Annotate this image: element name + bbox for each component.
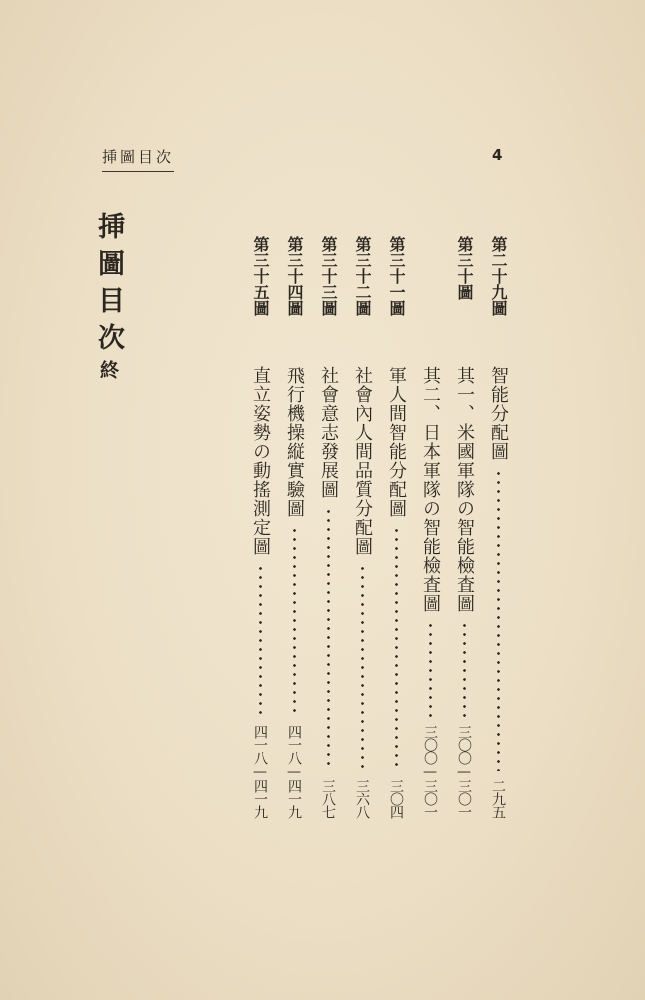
figure-entry <box>314 236 342 818</box>
figure-entry-line <box>382 236 410 818</box>
figure-entry-line <box>416 236 444 818</box>
figure-page-ref: 三八七 <box>320 779 336 818</box>
dot-leader <box>395 526 398 771</box>
figure-page-ref: 四一八—四一九 <box>252 725 268 818</box>
dot-leader <box>463 621 466 717</box>
figure-entry-line <box>280 236 308 818</box>
figure-entry-line <box>246 236 274 818</box>
figure-entry-line <box>314 236 342 818</box>
figure-number: 第三十圖 <box>455 236 474 300</box>
figure-list <box>246 236 512 818</box>
figure-title: 軍人間智能分配圖 <box>386 366 407 518</box>
section-title-text: 挿圖目次 <box>93 212 124 360</box>
dot-leader <box>497 469 500 771</box>
figure-entry-line <box>348 236 376 818</box>
figure-page-ref: 三〇〇—三〇一 <box>422 725 438 818</box>
figure-title: 其二、日本軍隊の智能檢査圖 <box>420 366 441 613</box>
figure-title: 社會意志發展圖 <box>318 366 339 499</box>
running-head: 挿圖目次 <box>102 146 174 172</box>
figure-number: 第三十五圖 <box>251 236 270 316</box>
figure-entry-line <box>484 236 512 818</box>
figure-number: 第三十三圖 <box>319 236 338 316</box>
figure-page-ref: 三〇四 <box>388 779 404 818</box>
section-title <box>80 212 136 381</box>
figure-title: 智能分配圖 <box>488 366 509 461</box>
figure-entry <box>484 236 512 818</box>
figure-entry <box>348 236 376 818</box>
dot-leader <box>429 621 432 717</box>
figure-page-ref: 二九五 <box>490 779 506 818</box>
page-number: 4 <box>492 146 503 164</box>
figure-title: 其一、米國軍隊の智能檢査圖 <box>454 366 475 613</box>
figure-title: 社會內人間品質分配圖 <box>352 366 373 556</box>
figure-page-ref: 三〇〇—三〇一 <box>456 725 472 818</box>
figure-entry <box>246 236 274 818</box>
figure-number: 第二十九圖 <box>489 236 508 316</box>
figure-number: 第三十四圖 <box>285 236 304 316</box>
section-end-mark: 終 <box>97 360 119 381</box>
figure-page-ref: 四一八—四一九 <box>286 725 302 818</box>
figure-entry <box>382 236 410 818</box>
figure-number: 第三十二圖 <box>353 236 372 316</box>
dot-leader <box>361 564 364 771</box>
figure-page-ref: 三六八 <box>354 779 370 818</box>
dot-leader <box>259 564 262 717</box>
figure-entry <box>416 236 478 818</box>
figure-entry <box>280 236 308 818</box>
figure-title: 直立姿勢の動搖測定圖 <box>250 366 271 556</box>
figure-title: 飛行機操縦實驗圖 <box>284 366 305 518</box>
figure-entry-line <box>450 236 478 818</box>
dot-leader <box>327 507 330 771</box>
dot-leader <box>293 526 296 717</box>
figure-number: 第三十一圖 <box>387 236 406 316</box>
